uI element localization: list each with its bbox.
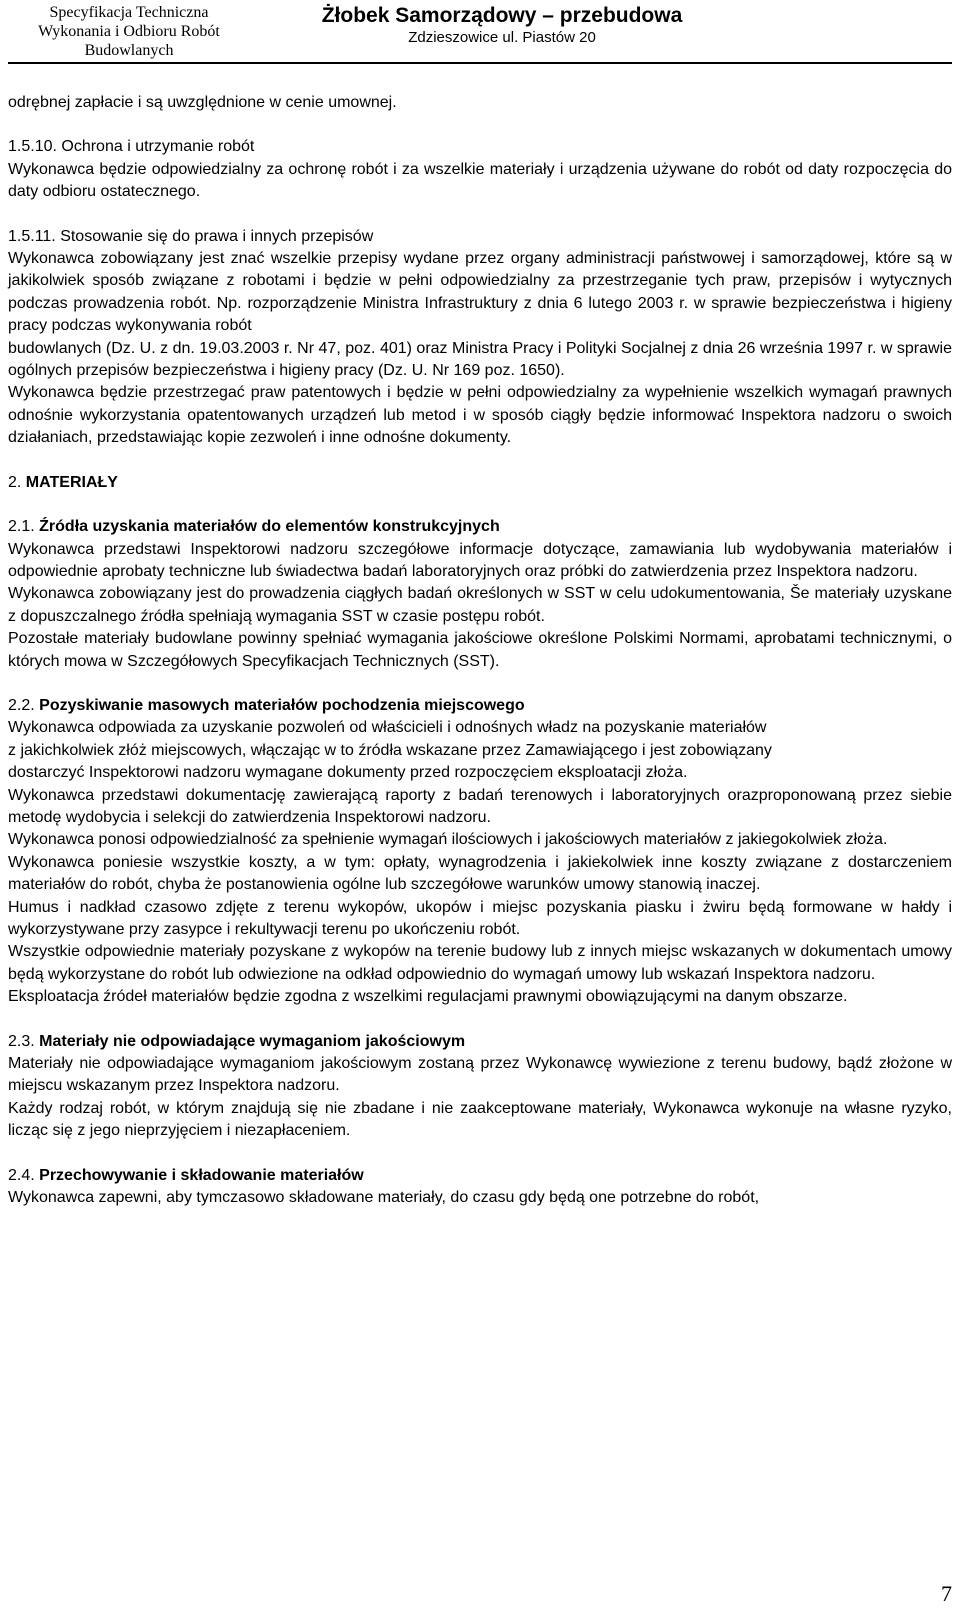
- section-1-5-11-heading: 1.5.11. Stosowanie się do prawa i innych przepisów: [8, 227, 374, 245]
- section-2-number: 2.: [8, 473, 22, 491]
- section-2-4-number: 2.4.: [8, 1166, 35, 1184]
- document-body: [8, 92, 952, 1209]
- section-2-4-paragraph-1: Wykonawca zapewni, aby tymczasowo składowane materiały, do czasu gdy będą one potrzebne do robót,: [8, 1189, 760, 1207]
- section-2-2-paragraph-7: Humus i nadkład czasowo zdjęte z terenu wykopów, ukopów i miejsc pozyskania piasku i żwiru będą formowane w hałdy i wykorzystywane przy zasypce i rekultywacji terenu po ukończeniu robót.: [8, 898, 952, 938]
- spec-title-line-3: Budowlanych: [84, 42, 174, 59]
- section-1-5-11-paragraph-3: Wykonawca będzie przestrzegać praw patentowych i będzie w pełni odpowiedzialny za wypełnienie wszelkich wymagań prawnych odnośnie wykorzystania opatentowanych urządzeń lub metod i w sposób ciągły będzie informować Inspektora nadzoru o swoich działaniach, przedstawiając kopie zezwoleń i inne odnośne dokumenty.: [8, 384, 952, 447]
- project-address: Zdzieszowice ul. Piastów 20: [408, 29, 596, 46]
- section-2-3-number: 2.3.: [8, 1032, 35, 1050]
- continuation-paragraph: odrębnej zapłacie i są uwzględnione w cenie umownej.: [8, 94, 397, 111]
- section-2-1-number: 2.1.: [8, 518, 35, 536]
- section-2-3-paragraph-2: Każdy rodzaj robót, w którym znajdują się nie zbadane i nie zaakceptowane materiały, Wykonawca wykonuje na własne ryzyko, licząc się z jego nieprzyjęciem i niezapłaceniem.: [8, 1099, 952, 1140]
- section-2-3-title: Materiały nie odpowiadające wymaganiom jakościowym: [39, 1032, 466, 1050]
- section-1-5-11-paragraph-1: Wykonawca zobowiązany jest znać wszelkie przepisy wydane przez organy administracji państwowej i samorządowej, które są w jakikolwiek sposób związane z robotami i będzie w pełni odpowiedzialny za przestrzeganie tych praw, przepisów i wytycznych podczas prowadzenia robót. Np. rozporządzenie Ministra Infrastruktury z dnia 6 lutego 2003 r. w sprawie bezpieczeństwa i higieny pracy podczas wykonywania robót: [8, 250, 952, 335]
- section-2-1-paragraph-3: Pozostałe materiały budowlane powinny spełniać wymagania jakościowe określone Polskimi Normami, aprobatami technicznymi, o których mowa w Szczegółowych Specyfikacjach Technicznych (SST).: [8, 630, 952, 670]
- section-2-1-title: Źródła uzyskania materiałów do elementów konstrukcyjnych: [39, 518, 500, 536]
- page-header: [0, 0, 960, 66]
- spec-title-line-1: Specyfikacja Techniczna: [49, 4, 209, 21]
- section-2-2-paragraph-5: Wykonawca ponosi odpowiedzialność za spełnienie wymagań ilościowych i jakościowych materiałów z jakiegokolwiek złoża.: [8, 831, 888, 849]
- section-2-2-paragraph-9: Eksploatacja źródeł materiałów będzie zgodna z wszelkimi regulacjami prawnymi obowiązującymi na danym obszarze.: [8, 988, 848, 1006]
- section-2-1-paragraph-2: Wykonawca zobowiązany jest do prowadzenia ciągłych badań określonych w SST w celu udokumentowania, Še materiały uzyskane z dopuszczalnego źródła spełniają wymagania SST w czasie postępu robót.: [8, 585, 952, 625]
- section-1-5-10-text: Wykonawca będzie odpowiedzialny za ochronę robót i za wszelkie materiały i urządzenia używane do robót od daty rozpoczęcia do daty odbioru ostatecznego.: [8, 160, 952, 201]
- spec-title-block: [8, 3, 250, 60]
- section-2-title: MATERIAŁY: [25, 473, 118, 491]
- section-2-heading: [8, 472, 952, 494]
- section-2-4-heading: [8, 1165, 952, 1187]
- page-number: 7: [941, 1581, 952, 1606]
- section-2-3-paragraph-1: Materiały nie odpowiadające wymaganiom jakościowym zostaną przez Wykonawcę wywiezione z terenu budowy, bądź złożone w miejscu wskazanym przez Inspektora nadzoru.: [8, 1055, 952, 1095]
- section-1-5-10-heading: 1.5.10. Ochrona i utrzymanie robót: [8, 138, 255, 156]
- spec-title-line-2: Wykonania i Odbioru Robót: [38, 23, 220, 40]
- project-title-block: [252, 3, 752, 47]
- section-2-2-paragraph-1: Wykonawca odpowiada za uzyskanie pozwoleń od właścicieli i odnośnych władz na pozyskanie materiałów: [8, 719, 767, 737]
- section-2-2-heading: [8, 695, 952, 717]
- section-2-2-number: 2.2.: [8, 696, 35, 714]
- project-title: Żłobek Samorządowy – przebudowa: [321, 4, 683, 27]
- section-2-2-paragraph-2: z jakichkolwiek złóż miejscowych, włączając w to źródła wskazane przez Zamawiającego i jest zobowiązany: [8, 741, 772, 759]
- section-2-4-title: Przechowywanie i składowanie materiałów: [39, 1166, 364, 1184]
- section-2-2-paragraph-3: dostarczyć Inspektorowi nadzoru wymagane dokumenty przed rozpoczęciem eksploatacji złoża.: [8, 764, 688, 782]
- section-2-2-title: Pozyskiwanie masowych materiałów pochodzenia miejscowego: [39, 696, 525, 714]
- section-2-2-paragraph-8: Wszystkie odpowiednie materiały pozyskane z wykopów na terenie budowy lub z innych miejsc wskazanych w dokumentach umowy będą wykorzystane do robót lub odwiezione na odkład odpowiednio do wymagań umowy lub wskazań Inspektora nadzoru.: [8, 943, 952, 983]
- section-2-3-heading: [8, 1031, 952, 1053]
- section-2-1-paragraph-1: Wykonawca przedstawi Inspektorowi nadzoru szczegółowe informacje dotyczące, zamawiania lub wydobywania materiałów i odpowiednie aprobaty techniczne lub świadectwa badań laboratoryjnych oraz próbki do zatwierdzenia przez Inspektora nadzoru.: [8, 540, 952, 580]
- section-2-2-paragraph-4: Wykonawca przedstawi dokumentację zawierającą raporty z badań terenowych i laboratoryjnych orazproponowaną przez siebie metodę wydobycia i selekcji do zatwierdzenia Inspektorowi nadzoru.: [8, 786, 952, 826]
- section-2-2-paragraph-6: Wykonawca poniesie wszystkie koszty, a w tym: opłaty, wynagrodzenia i jakiekolwiek inne koszty związane z dostarczeniem materiałów do robót, chyba że postanowienia ogólne lub szczegółowe warunków umowy stanowią inaczej.: [8, 853, 952, 894]
- section-2-1-heading: [8, 516, 952, 538]
- section-1-5-11-paragraph-2: budowlanych (Dz. U. z dn. 19.03.2003 r. Nr 47, poz. 401) oraz Ministra Pracy i Polityki Socjalnej z dnia 26 września 1997 r. w sprawie ogólnych przepisów bezpieczeństwa i higieny pracy (Dz. U. Nr 169 poz. 1650).: [8, 339, 952, 380]
- header-divider: [8, 62, 952, 64]
